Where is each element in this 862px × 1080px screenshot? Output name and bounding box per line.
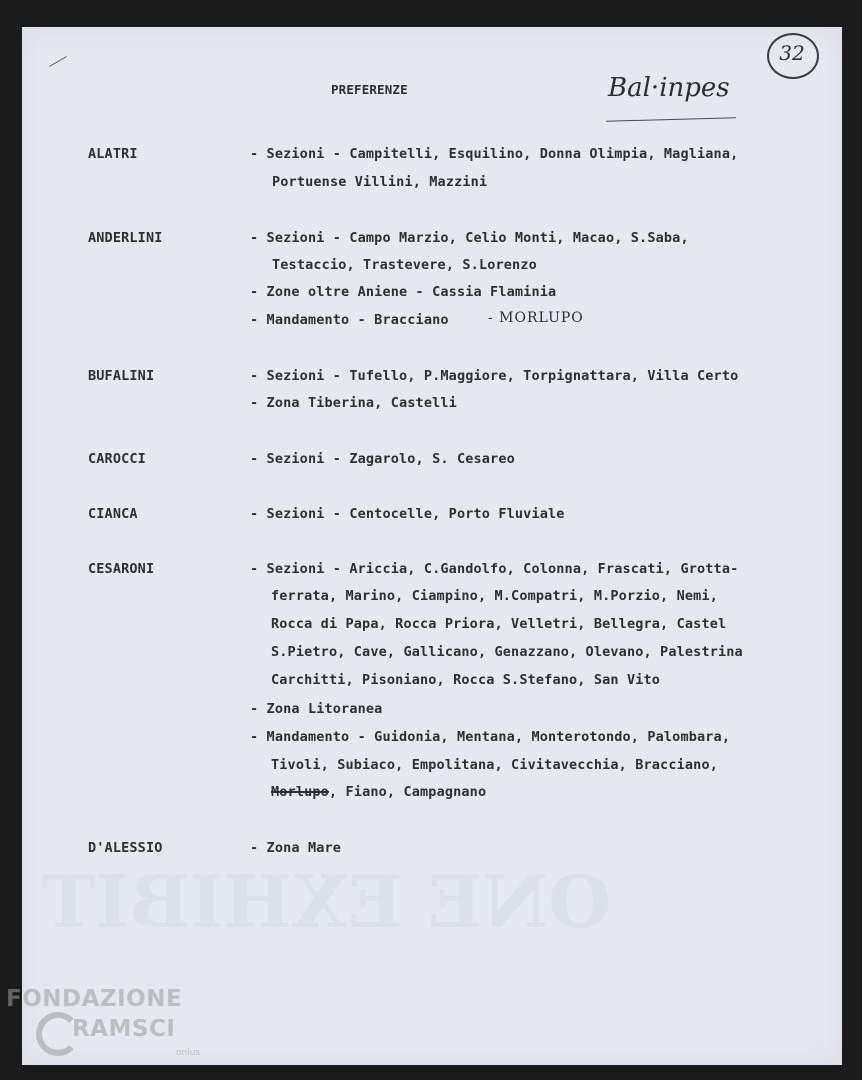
struck-word: Morlupo xyxy=(271,784,329,800)
entry-name: CAROCCI xyxy=(88,451,146,467)
entry-name: ANDERLINI xyxy=(88,230,163,246)
pencil-mark xyxy=(49,56,67,67)
entry-line: Testaccio, Trastevere, S.Lorenzo xyxy=(272,257,537,273)
entry-line: - Sezioni - Campo Marzio, Celio Monti, Macao, S.Saba, xyxy=(250,230,689,246)
fondazione-gramsci-watermark xyxy=(6,986,216,1076)
entry-line: ferrata, Marino, Ciampino, M.Compatri, M.Porzio, Nemi, xyxy=(271,588,718,604)
watermark-line2: RAMSCI xyxy=(72,1016,176,1042)
entry-line: - Zona Mare xyxy=(250,840,342,856)
entry-line: - Sezioni - Zagarolo, S. Cesareo xyxy=(250,451,515,467)
page-number: 32 xyxy=(779,41,805,65)
entry-name: CESARONI xyxy=(88,561,155,577)
entry-name: CIANCA xyxy=(88,506,138,522)
entry-name: D'ALESSIO xyxy=(88,840,163,856)
entry-line: Portuense Villini, Mazzini xyxy=(272,174,488,190)
watermark-line1: FONDAZIONE xyxy=(6,986,183,1012)
entry-line: Carchitti, Pisoniano, Rocca S.Stefano, San Vito xyxy=(271,672,661,688)
handwritten-signature: Bal·inpes xyxy=(608,73,730,103)
entry-line xyxy=(271,784,486,800)
watermark-sub: onlus xyxy=(176,1048,201,1058)
entry-line-rest: , Fiano, Campagnano xyxy=(328,784,487,800)
entry-line: Tivoli, Subiaco, Empolitana, Civitavecchia, Bracciano, xyxy=(271,757,718,773)
entry-name: ALATRI xyxy=(88,146,138,162)
entry-name: BUFALINI xyxy=(88,368,155,384)
entry-line: - Zona Tiberina, Castelli xyxy=(250,395,457,411)
entry-line: - Sezioni - Tufello, P.Maggiore, Torpignattara, Villa Certo xyxy=(250,368,739,384)
document-title: PREFERENZE xyxy=(331,82,408,97)
entry-line: Rocca di Papa, Rocca Priora, Velletri, Bellegra, Castel xyxy=(271,616,727,632)
entry-line: - Sezioni - Campitelli, Esquilino, Donna Olimpia, Magliana, xyxy=(250,146,739,162)
entry-line: - Sezioni - Centocelle, Porto Fluviale xyxy=(250,506,565,522)
signature-underline xyxy=(606,117,736,121)
entry-line: - Zone oltre Aniene - Cassia Flaminia xyxy=(250,284,557,300)
entry-line: - Mandamento - Bracciano xyxy=(250,312,449,328)
handwritten-addition: - MORLUPO xyxy=(488,310,584,326)
entry-line: - Zona Litoranea xyxy=(250,701,383,717)
entry-line: S.Pietro, Cave, Gallicano, Genazzano, Olevano, Palestrina xyxy=(271,644,743,660)
entry-line: - Mandamento - Guidonia, Mentana, Monterotondo, Palombara, xyxy=(250,729,731,745)
show-through-text: ONE EXHIBIT xyxy=(42,859,612,944)
entry-line: - Sezioni - Ariccia, C.Gandolfo, Colonna, Frascati, Grotta- xyxy=(250,561,739,577)
document-page xyxy=(22,27,842,1065)
